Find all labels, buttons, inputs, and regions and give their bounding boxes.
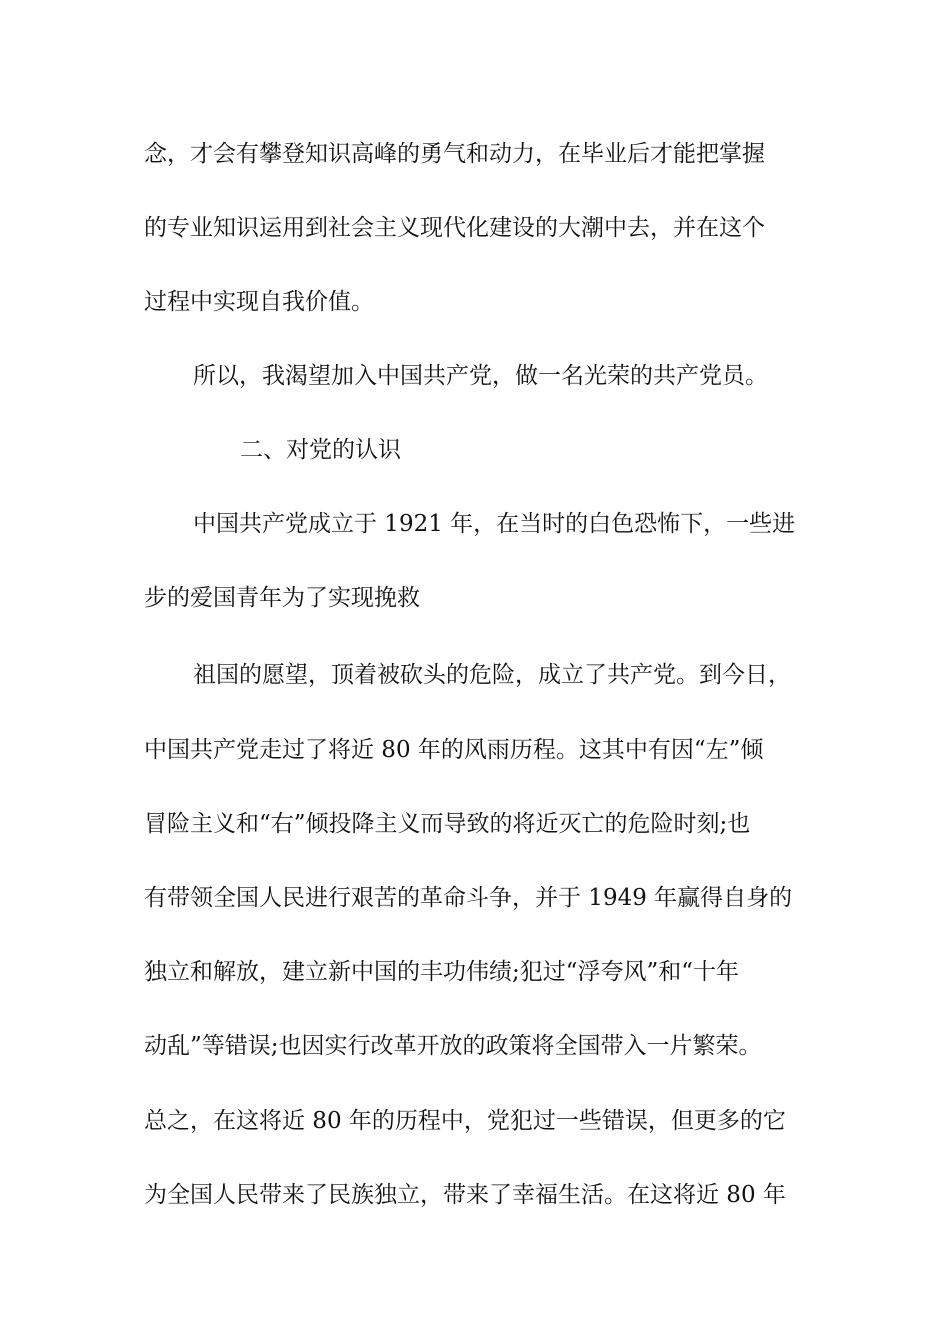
paragraph-line: 所以，我渴望加入中国共产党，做一名光荣的共产党员。: [193, 363, 768, 389]
paragraph-line: 步的爱国青年为了实现挽救: [144, 585, 420, 611]
paragraph-line: 的专业知识运用到社会主义现代化建设的大潮中去，并在这个: [144, 215, 765, 241]
paragraph-line: 过程中实现自我价值。: [144, 289, 374, 315]
paragraph-line: 中国共产党成立于 1921 年，在当时的白色恐怖下，一些进: [193, 511, 796, 537]
paragraph-line: 总之，在这将近 80 年的历程中，党犯过一些错误，但更多的它: [144, 1108, 786, 1134]
paragraph-line: 独立和解放，建立新中国的丰功伟绩;犯过“浮夸风”和“十年: [144, 959, 740, 985]
section-heading: 二、对党的认识: [240, 437, 401, 463]
paragraph-line: 有带领全国人民进行艰苦的革命斗争，并于 1949 年赢得自身的: [144, 885, 793, 911]
paragraph-line: 念，才会有攀登知识高峰的勇气和动力，在毕业后才能把掌握: [144, 141, 765, 167]
paragraph-line: 祖国的愿望，顶着被砍头的危险，成立了共产党。到今日，: [193, 662, 791, 688]
paragraph-line: 冒险主义和“右”倾投降主义而导致的将近灭亡的危险时刻;也: [144, 811, 751, 837]
paragraph-line: 中国共产党走过了将近 80 年的风雨历程。这其中有因“左”倾: [144, 737, 764, 763]
paragraph-line: 为全国人民带来了民族独立，带来了幸福生活。在这将近 80 年: [144, 1182, 786, 1208]
paragraph-line: 动乱”等错误;也因实行改革开放的政策将全国带入一片繁荣。: [144, 1033, 762, 1059]
